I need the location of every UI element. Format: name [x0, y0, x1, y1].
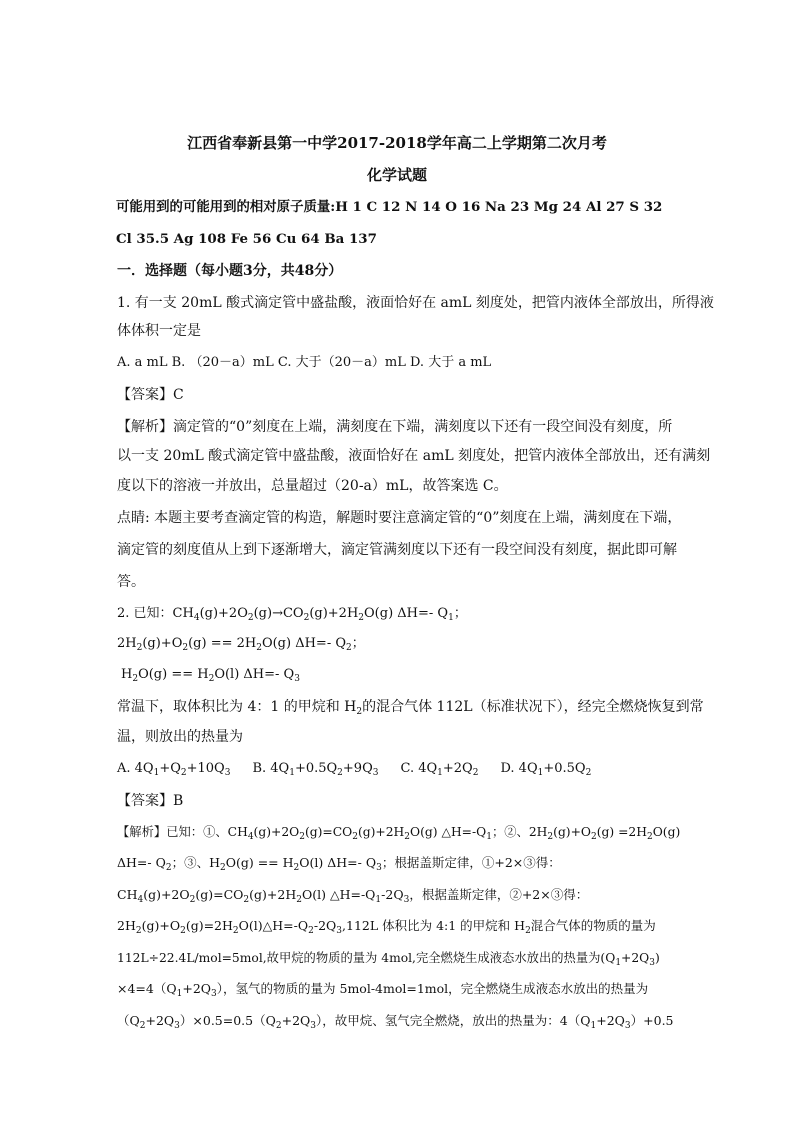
q2-equation-2: $2H_2(g)+O_2(g) == 2H_2O(g)$ ΔH=- $Q_2$；: [117, 636, 365, 653]
exam-subject: 化学试题: [366, 166, 427, 184]
q2-condition-line-2: 温，则放出的热量为: [117, 729, 243, 745]
q1-stem-line-2: 体体积一定是: [117, 323, 201, 339]
q2-equation-3: $H_2O(g) == H_2O(l)$ ΔH=- $Q_3$: [121, 667, 300, 684]
q2-explanation-line-2: ΔH=- $Q_2$；③、$H_2O(g) == H_2O(l)$ ΔH=- $Q_3$；根据盖斯定律，①+2×③得：: [117, 855, 561, 873]
q2-option-a: A. $4Q_1+Q_2+10Q_3$: [117, 761, 231, 778]
q2-option-c: C. $4Q_1+2Q_2$: [400, 761, 479, 778]
q2-option-d: D. $4Q_1+0.5Q_2$: [500, 761, 592, 778]
q1-tip-line-3: 答。: [117, 574, 145, 590]
q2-answer: 【答案】B: [117, 793, 184, 809]
q2-options: [117, 760, 591, 778]
q2-explanation-line-4: $2H_2(g)+O_2(g)=2H_2O(l)\triangle H=-Q_2-2Q_3,112L$ 体积比为 4:1 的甲烷和 $H_2$混合气体的物质的量为: [117, 918, 656, 936]
q1-explanation-line-2: 以一支 20mL 酸式滴定管中盛盐酸，液面恰好在 amL 刻度处，把管内液体全部放出，还有满刻: [117, 448, 711, 464]
q2-explanation-line-1: 【解析】已知：①、$CH_4(g)+2O_2(g)=CO_2(g)+2H_2O(g)$ $\triangle H=-Q_1$；②、$2H_2(g)+O_2(g) =2H_2O(g)$: [117, 825, 681, 842]
atomic-masses-line-2: Cl 35.5 Ag 108 Fe 56 Cu 64 Ba 137: [116, 231, 377, 247]
q2-option-b: B. $4Q_1+0.5Q_2+9Q_3$: [252, 761, 379, 778]
section-heading: 一．选择题（每小题3分，共48分）: [117, 263, 343, 279]
atomic-masses-line-1: 可能用到的可能用到的相对原子质量:H 1 C 12 N 14 O 16 Na 23 Mg 24 Al 27 S 32: [116, 199, 663, 215]
q2-explanation-line-5: 112L÷22.4L/mol=5mol,故甲烷的物质的量为 4mol,完全燃烧生成液态水放出的热量为$(Q_1+2Q_3)$: [117, 951, 660, 968]
q2-explanation-line-3: $CH_4(g)+2O_2(g)=CO_2(g)+2H_2O(l)$ $\triangle H=-Q_1-2Q_3$，根据盖斯定律，②+2×③得：: [117, 887, 589, 905]
q1-tip-line-1: 点睛: 本题主要考查滴定管的构造，解题时要注意滴定管的“0”刻度在上端，满刻度在下端，: [117, 510, 682, 526]
q1-stem-line-1: 1. 有一支 20mL 酸式滴定管中盛盐酸，液面恰好在 amL 刻度处，把管内液体全部放出，所得液: [117, 295, 714, 311]
q1-options: A. a mL B. （20－a）mL C. 大于（20－a）mL D. 大于 a mL: [117, 355, 492, 370]
q2-explanation-line-7: $(Q_2+2Q_3)\times 0.5=0.5(Q_2+2Q_3)$，故甲烷、氢气完全燃烧，放出的热量为：$4(Q_1+2Q_3)+0.5$: [117, 1013, 674, 1031]
q1-answer: 【答案】C: [117, 387, 184, 403]
q2-condition-line-1: 常温下，取体积比为 4：1 的甲烷和 $H_2$的混合气体 112L（标准状况下），经完全燃烧恢复到常: [117, 699, 704, 717]
exam-title: 江西省奉新县第一中学2017-2018学年高二上学期第二次月考: [187, 134, 607, 152]
q1-tip-line-2: 滴定管的刻度值从上到下逐渐增大，滴定管满刻度以下还有一段空间没有刻度，据此即可解: [117, 542, 677, 558]
q2-explanation-line-6: $\times 4=4(Q_1+2Q_3)$，氢气的物质的量为 5mol-4mol=1mol，完全燃烧生成液态水放出的热量为: [117, 981, 649, 999]
q1-explanation-line-1: 【解析】滴定管的“0”刻度在上端，满刻度在下端，满刻度以下还有一段空间没有刻度，所: [117, 419, 673, 435]
q2-equation-1: 2. 已知：$CH_4(g)+2O_2(g)\to CO_2(g)+2H_2O(g)$ ΔH=- $Q_1$；: [117, 606, 467, 623]
q1-explanation-line-3: 度以下的溶液一并放出，总量超过（20-a）mL，故答案选 C。: [117, 478, 508, 494]
